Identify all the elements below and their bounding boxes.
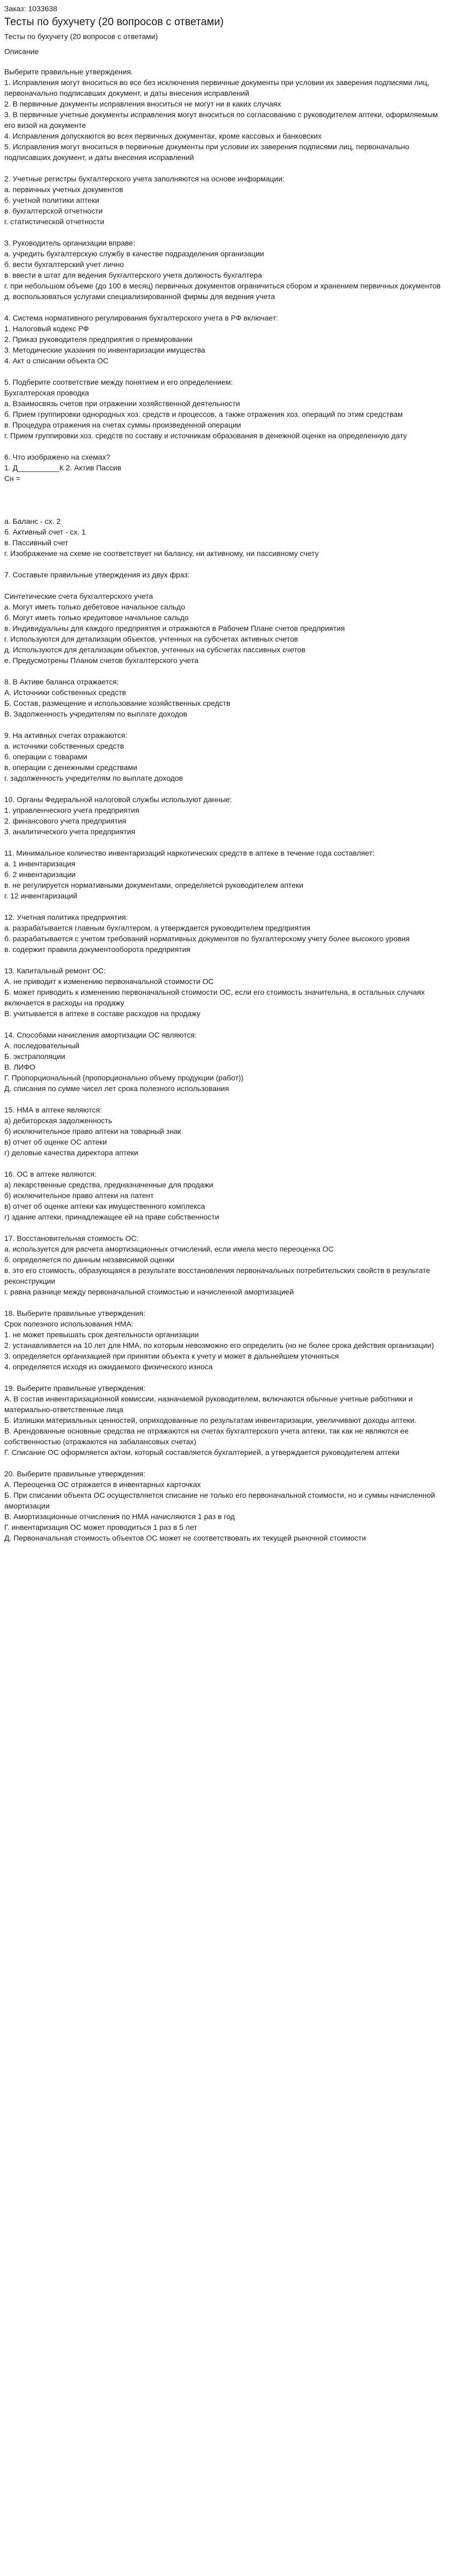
- description-label: Описание: [4, 47, 39, 56]
- answer-option: б. Прием группировки однородных хоз. средств и процессов, а также отражения хоз. операций по этим средствам: [4, 410, 403, 418]
- answer-option: г. Изображение на схеме не соответствует ни балансу, ни активному, ни пассивному счету: [4, 549, 319, 558]
- question-text: 12. Учетная политика предприятия:: [4, 913, 128, 921]
- question-text: Выберите правильные утверждения.: [4, 67, 133, 76]
- question-block: [4, 912, 449, 955]
- answer-option: а. источники собственных средств: [4, 742, 124, 750]
- answer-option: 4. Акт о списании объекта ОС: [4, 356, 109, 365]
- question-text: 11. Минимальное количество инвентаризаций наркотических средств в аптеке в течение года составляет:: [4, 849, 375, 857]
- answer-option: А. последовательный: [4, 1041, 80, 1050]
- question-text: 6. Что изображено на схемах?: [4, 453, 111, 461]
- answer-option: В. учитывается в аптеке в составе расходов на продажу: [4, 1009, 201, 1018]
- answer-option: а. Взаимосвязь счетов при отражении хозяйственной деятельности: [4, 399, 240, 408]
- answer-option: 1. Налоговый кодекс РФ: [4, 324, 89, 333]
- answer-option: 3. Методические указания по инвентаризации имущества: [4, 346, 205, 354]
- answer-option: а. разрабатывается главным бухгалтером, а утверждается руководителем предприятия: [4, 924, 311, 932]
- answer-option: б. определяется по данным независимой оценки: [4, 1255, 174, 1264]
- question-block: [4, 965, 449, 1019]
- answer-option: 3. В первичные учетные документы исправления могут вноситься по согласованию с руководителем аптеки, оформляемым его визой на документе: [4, 110, 440, 129]
- answer-option: в) отчет об оценке ОС аптеки: [4, 1138, 107, 1146]
- question-block: [4, 1169, 449, 1222]
- question-block: [4, 1383, 449, 1458]
- answer-option: Срок полезного использования НМА:: [4, 1320, 134, 1328]
- answer-option: б. Могут иметь только кредитовое начальное сальдо: [4, 613, 189, 622]
- question-block: [4, 1468, 449, 1543]
- blank-line: [4, 484, 449, 494]
- answer-option: В. Арендованные основные средства не отражаются на счетах бухгалтерского учета аптеки, так как не являются ее собственностью (отражаются на забалансовых счетах): [4, 1427, 411, 1446]
- answer-option: б. Активный счет - сх. 1: [4, 528, 86, 536]
- answer-option: А. Источники собственных средств: [4, 688, 126, 697]
- answer-option: 4. Исправления допускаются во всех первичных документах, кроме кассовых и банковских: [4, 132, 322, 140]
- answer-option: А. Переоценка ОС отражается в инвентарных карточках: [4, 1480, 201, 1489]
- question-block: [4, 569, 449, 666]
- question-text: 2. Учетные регистры бухгалтерского учета заполняются на основе информации:: [4, 174, 285, 183]
- answer-option: в. содержит правила документооборота предприятия: [4, 945, 190, 954]
- question-block: [4, 313, 449, 366]
- answer-option: А. не приводит к изменению первоначальной стоимости ОС: [4, 977, 214, 986]
- answer-option: б. 2 инвентаризации: [4, 870, 76, 879]
- answer-option: 4. определяется исходя из ожидаемого физического износа: [4, 1362, 213, 1371]
- answer-option: Б. Излишки материальных ценностей, оприходованные по результатам инвентаризации, увеличивают доходы аптеки.: [4, 1416, 417, 1424]
- questions-list: [4, 66, 449, 1543]
- answer-option: 3. аналитического учета предприятия: [4, 827, 135, 836]
- answer-option: а) дебиторская задолженность: [4, 1116, 112, 1125]
- answer-option: 2. В первичные документы исправления вноситься не могут ни в каких случаях: [4, 100, 281, 108]
- answer-option: а. 1 инвентаризация: [4, 859, 75, 868]
- answer-option: в. операции с денежными средствами: [4, 763, 137, 772]
- answer-option: г. 12 инвентаризаций: [4, 891, 78, 900]
- answer-option: Сн =: [4, 474, 20, 483]
- question-text: 9. На активных счетах отражаются:: [4, 731, 127, 740]
- answer-option: 1. не может превышать срок деятельности организации: [4, 1330, 199, 1339]
- answer-option: а. Баланс - сх. 2: [4, 517, 61, 525]
- answer-option: в. ввести в штат для ведения бухгалтерского учета должность бухгалтера: [4, 271, 262, 279]
- answer-option: в. бухгалтерской отчетности: [4, 207, 103, 215]
- answer-option: г. задолженность учредителям по выплате доходов: [4, 774, 183, 782]
- answer-option: 1. Исправления могут вноситься во все без исключения первичные документы при условии их заверения подписями лиц, первоначально подписавших документ, и даты внесения исправлений: [4, 78, 432, 97]
- order-number: Заказ: 1033638: [4, 4, 58, 13]
- answer-option: Б. При списании объекта ОС осуществляется списание не только его первоначальной стоимости, но и суммы начисленной амортизации: [4, 1491, 437, 1510]
- answer-option: В. Задолженность учредителям по выплате доходов: [4, 710, 187, 718]
- answer-option: б. операции с товарами: [4, 752, 88, 761]
- question-block: [4, 66, 449, 163]
- answer-option: 1. управленческого учета предприятия: [4, 806, 140, 814]
- question-block: [4, 848, 449, 901]
- answer-option: Г. Пропорциональный (пропорционально объему продукции (работ)): [4, 1073, 244, 1082]
- answer-option: е. Предусмотрены Планом счетов бухгалтерского учета: [4, 656, 199, 665]
- answer-option: Синтетические счета бухгалтерского учета: [4, 592, 153, 600]
- question-block: [4, 730, 449, 783]
- answer-option: б) исключительное право аптеки на товарный знак: [4, 1127, 181, 1135]
- answer-option: б) исключительное право аптеки на патент: [4, 1191, 154, 1200]
- question-block: [4, 173, 449, 227]
- answer-option: а. используется для расчета амортизационных отчислений, если имела место переоценка ОС: [4, 1245, 334, 1253]
- answer-option: б. вести бухгалтерский учет лично: [4, 260, 124, 269]
- question-block: [4, 794, 449, 837]
- answer-option: в. Процедура отражения на счетах суммы произведенной операции: [4, 421, 241, 429]
- answer-option: Бухгалтерская проводка: [4, 388, 89, 397]
- answer-option: г. статистической отчетности: [4, 217, 104, 226]
- answer-option: Б. Состав, размещение и использование хозяйственных средств: [4, 699, 231, 707]
- question-text: 4. Система нормативного регулирования бухгалтерского учета в РФ включает:: [4, 314, 279, 322]
- answer-option: В. ЛИФО: [4, 1063, 35, 1071]
- answer-option: в. Индивидуальны для каждого предприятия и отражаются в Рабочем Плане счетов предприятия: [4, 624, 345, 632]
- answer-option: а) лекарственные средства, предназначенные для продажи: [4, 1180, 213, 1189]
- answer-option: в. не регулируется нормативными документами, определяется руководителем аптеки: [4, 881, 303, 889]
- question-block: [4, 676, 449, 719]
- question-block: [4, 1308, 449, 1372]
- question-text: 10. Органы Федеральной налоговой службы используют данные:: [4, 795, 232, 804]
- answer-option: г. Используются для детализации объектов, учтенных на субсчетах активных счетов: [4, 635, 298, 643]
- question-block: [4, 1104, 449, 1158]
- answer-option: б. разрабатывается с учетом требований нормативных документов по бухгалтерскому учету более высокого уровня: [4, 934, 410, 943]
- blank-line: [4, 505, 449, 516]
- answer-option: г) деловые качества директора аптеки: [4, 1148, 139, 1157]
- question-block: [4, 377, 449, 441]
- answer-option: 3. определяется организацией при принятии объекта к учету и может в дальнейшем уточняться: [4, 1352, 339, 1360]
- answer-option: а. учредить бухгалтерскую службу в качестве подразделения организации: [4, 249, 264, 258]
- question-text: 8. В Активе баланса отражается:: [4, 677, 119, 686]
- answer-option: а. первичных учетных документов: [4, 185, 124, 194]
- answer-option: г. равна разнице между первоначальной стоимостью и начисленной амортизацией: [4, 1287, 294, 1296]
- answer-option: Д. списания по сумме чисел лет срока полезного использования: [4, 1084, 229, 1093]
- answer-option: в. Пассивный счет: [4, 538, 68, 547]
- question-text: 18. Выберите правильные утверждения:: [4, 1309, 145, 1317]
- question-text: 15. НМА в аптеке являются:: [4, 1106, 102, 1114]
- answer-option: б. учетной политики аптеки: [4, 196, 99, 204]
- answer-option: г) здание аптеки, принадлежащее ей на праве собственности: [4, 1213, 219, 1221]
- answer-option: Д. Первоначальная стоимость объектов ОС может не соответствовать их текущей рыночной стоимости: [4, 1534, 366, 1542]
- answer-option: а. Могут иметь только дебетовое начальное сальдо: [4, 603, 186, 611]
- blank-line: [4, 494, 449, 505]
- answer-option: 5. Исправления могут вноситься в первичные документы при условии их заверения подписями лиц, первоначально подписавших документ, и даты внесения исправлений: [4, 142, 412, 162]
- answer-option: Г. Списание ОС оформляется актом, который составляется бухгалтерией, а утверждается руководителем аптеки: [4, 1448, 400, 1457]
- answer-option: в) отчет об оценке аптеки как имущественного комплекса: [4, 1202, 205, 1210]
- answer-option: 1. Д__________К 2. Актив Пассив: [4, 463, 121, 472]
- answer-option: д. Используются для детализации объектов, учтенных на субсчетах пассивных счетов: [4, 645, 306, 654]
- question-text: 3. Руководитель организации вправе:: [4, 239, 135, 247]
- question-text: 17. Восстановительная стоимость ОС:: [4, 1234, 139, 1243]
- question-block: [4, 238, 449, 302]
- question-block: [4, 1030, 449, 1094]
- question-text: 16. ОС в аптеке являются:: [4, 1170, 97, 1178]
- answer-option: г. при небольшом объеме (до 100 в месяц) первичных документов ограничиться сбором и хранением первичных документов: [4, 281, 441, 290]
- answer-option: Б. может приводить к изменению первоначальной стоимости ОС, если его стоимость значительна, в остальных случаях включается в расходы на продажу: [4, 988, 427, 1007]
- question-text: 13. Капитальный ремонт ОС:: [4, 966, 106, 975]
- answer-option: д. воспользоваться услугами специализированной фирмы для ведения учета: [4, 292, 275, 301]
- answer-option: Б. экстраполяции: [4, 1052, 65, 1061]
- question-text: 5. Подберите соответствие между понятием и его определением:: [4, 378, 233, 386]
- answer-option: В. Амортизационные отчисления по НМА начисляются 1 раз в год: [4, 1512, 235, 1521]
- page-subtitle: Тесты по бухучету (20 вопросов с ответами): [4, 32, 158, 41]
- answer-option: в. это его стоимость, образующаяся в результате восстановления первоначальных потребительских свойств в результате реконструкции: [4, 1266, 433, 1285]
- question-text: 14. Способами начисления амортизации ОС являются:: [4, 1031, 197, 1039]
- answer-option: Г. инвентаризация ОС может проводиться 1 раз в 5 лет: [4, 1523, 197, 1531]
- answer-option: 2. устанавливается на 10 лет для НМА, по которым невозможно его определить (но не более срока действия организации): [4, 1341, 434, 1350]
- answer-option: А. В состав инвентаризационной комиссии, назначаемой руководителем, включаются обычные учетные работники и материально-ответственные лица: [4, 1394, 415, 1414]
- question-block: [4, 1233, 449, 1297]
- question-block: [4, 452, 449, 559]
- question-text: 19. Выберите правильные утверждения:: [4, 1384, 145, 1392]
- answer-option: г. Прием группировки хоз. средств по составу и источникам образования в денежной оценке на определенную дату: [4, 431, 407, 440]
- question-text: 7. Составьте правильные утверждения из двух фраз:: [4, 570, 190, 579]
- answer-option: 2. Приказ руководителя предприятия о премировании: [4, 335, 193, 344]
- answer-option: 2. финансового учета предприятия: [4, 817, 126, 825]
- page-title: Тесты по бухучету (20 вопросов с ответами): [4, 16, 224, 28]
- blank-line: [4, 580, 449, 591]
- question-text: 20. Выберите правильные утверждения:: [4, 1469, 145, 1478]
